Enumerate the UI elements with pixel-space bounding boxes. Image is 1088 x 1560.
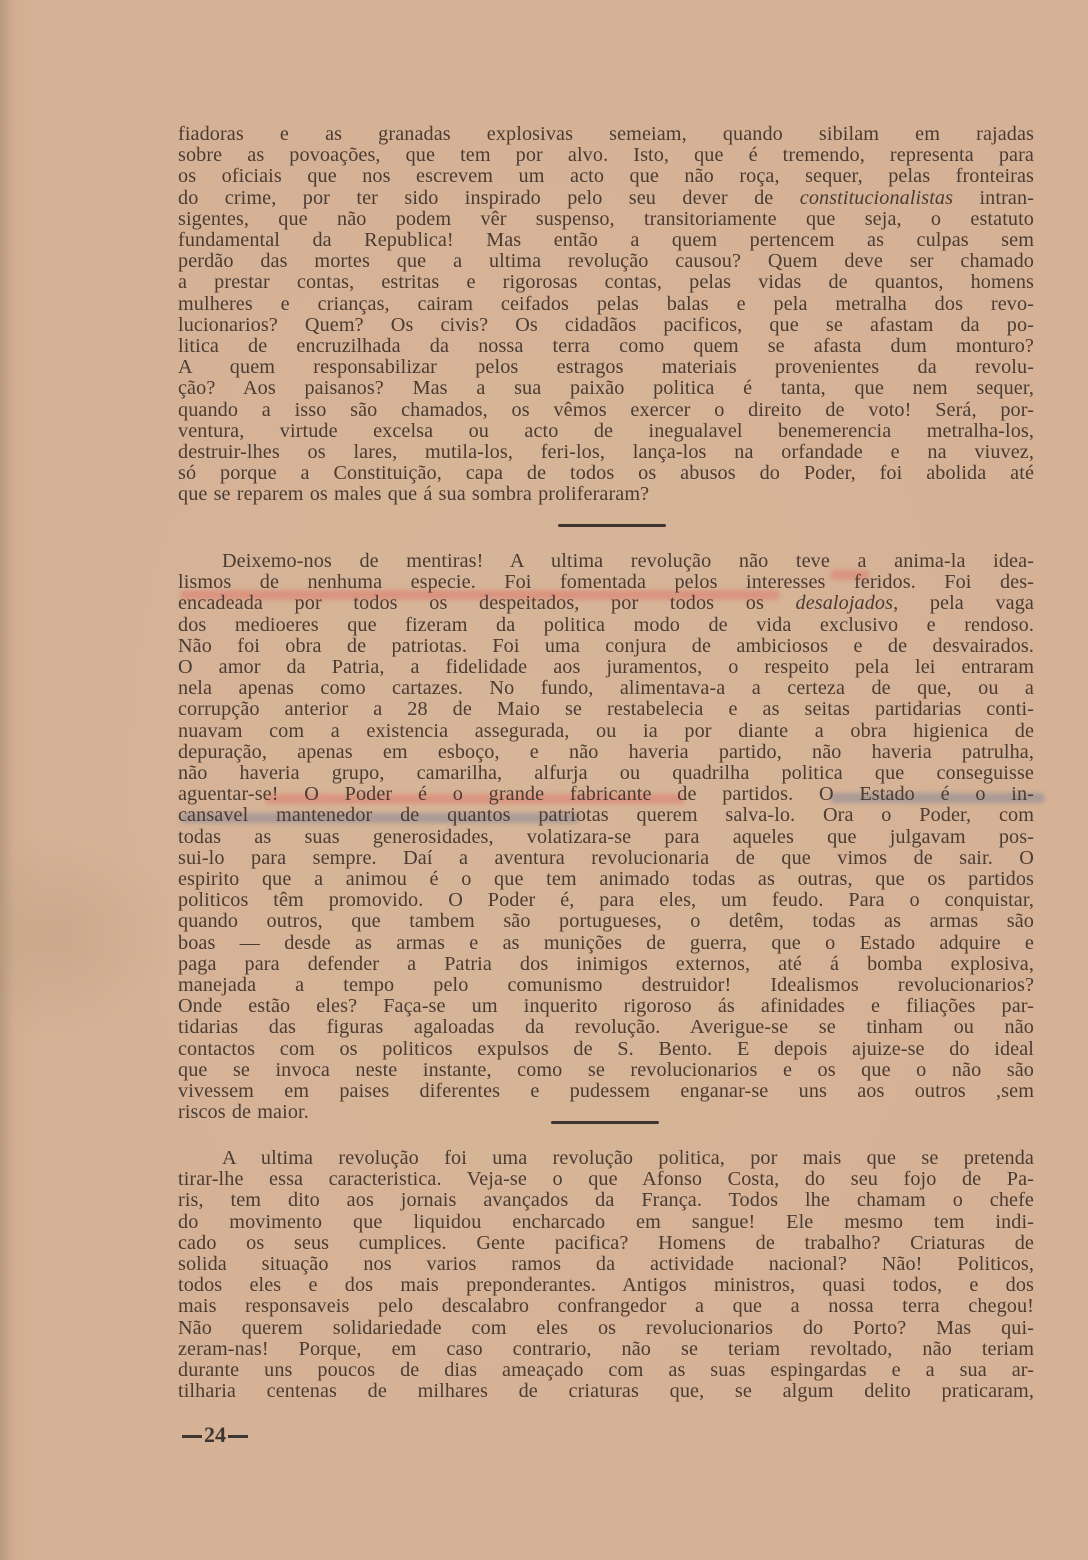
text-line: solida situação nos varios ramos da actividade nacional? Não! Politicos, <box>178 1253 1034 1276</box>
text-line: Onde estão eles? Faça-se um inquerito rigoroso ás afinidades e filiações par- <box>178 995 1034 1018</box>
text-line: A ultima revolução foi uma revolução politica, por mais que se pretenda <box>222 1147 1034 1169</box>
text-line: quando a isso são chamados, os vêmos exercer o direito de voto! Será, por- <box>178 398 1034 421</box>
text-line: riscos de maior. <box>178 1101 309 1124</box>
paragraph-continuation <box>178 124 1034 506</box>
text-line: todos eles e dos mais preponderantes. Antigos ministros, quasi todos, e dos <box>178 1274 1034 1297</box>
text-line: nuavam com a existencia assegurada, ou ia por diante a obra higienica de <box>178 719 1034 742</box>
text-line: ris, tem dito aos jornais avançados da França. Todos lhe chamam o chefe <box>178 1189 1034 1212</box>
text-line: manejada a tempo pelo comunismo destruidor! Idealismos revolucionarios? <box>178 974 1034 997</box>
text-line: do crime, por ter sido inspirado pelo seu dever de constitucionalistas intran- <box>178 186 1034 209</box>
text-line: dos medioeres que fizeram da politica modo de vida exclusivo e rendoso. <box>178 613 1034 636</box>
text-line: destruir-lhes os lares, mutila-los, feri-los, lança-los na orfandade e na viuvez, <box>178 441 1034 464</box>
text-line: que se invoca neste instante, como se revolucionarios e os que o não são <box>178 1058 1034 1081</box>
text-line: ção? Aos paisanos? Mas a sua paixão politica é tanta, que nem sequer, <box>178 377 1034 400</box>
text-line: que se reparem os males que á sua sombra proliferaram? <box>178 483 650 506</box>
italic-emphasis: constitucionalistas <box>799 186 954 209</box>
text-line: tidarias das figuras agaloadas da revolução. Averigue-se se tinham ou não <box>178 1016 1034 1039</box>
text-line: aguentar-se! O Poder é o grande fabricante de partidos. O Estado é o in- <box>178 783 1034 806</box>
section-divider <box>551 1121 659 1124</box>
text-line: boas — desde as armas e as munições de guerra, que o Estado adquire e <box>178 931 1034 954</box>
text-line: Deixemo-nos de mentiras! A ultima revolução não teve a anima-la idea- <box>222 550 1034 572</box>
text-line: fiadoras e as granadas explosivas semeiam, quando sibilam em rajadas <box>178 123 1034 145</box>
text-line: vivessem em paises diferentes e pudessem enganar-se uns aos outros ,sem <box>178 1080 1034 1103</box>
text-line: tilharia centenas de milhares de criaturas que, se algum delito praticaram, <box>178 1380 1034 1403</box>
text-line: quando outros, que tambem são portugueses, o detêm, todas as armas são <box>178 910 1034 933</box>
text-line: Não foi obra de patriotas. Foi uma conjura de ambiciosos e de desvairados. <box>178 634 1034 657</box>
folio-dash-left <box>182 1435 202 1438</box>
text-line: os oficiais que nos escrevem um acto que não roça, sequer, pelas fronteiras <box>178 165 1034 188</box>
page-number <box>180 1422 250 1448</box>
text-line: nela apenas como cartazes. No fundo, alimentava-a a certeza de que, ou a <box>178 677 1034 700</box>
text-line: sigentes, que não podem vêr suspenso, transitoriamente que seja, o estatuto <box>178 207 1034 230</box>
text-line: a prestar contas, estritas e rigorosas contas, pelas vidas de quantos, homens <box>178 271 1034 294</box>
text-line: contactos com os politicos expulsos de S. Bento. E depois ajuize-se do ideal <box>178 1037 1034 1060</box>
text-line: ventura, virtude excelsa ou acto de inegualavel benemerencia metralha-los, <box>178 419 1034 442</box>
text-line: encadeada por todos os despeitados, por todos os desalojados, pela vaga <box>178 592 1034 615</box>
text-line: paga para defender a Patria dos inimigos externos, até á bomba explosiva, <box>178 952 1034 975</box>
folio-dash-right <box>228 1435 248 1438</box>
text-line: só porque a Constituição, capa de todos os abusos do Poder, foi abolida até <box>178 462 1034 485</box>
text-line: perdão das mortes que a ultima revolução causou? Quem deve ser chamado <box>178 250 1034 273</box>
text-line: lucionarios? Quem? Os civis? Os cidadãos pacificos, que se afastam da po- <box>178 313 1034 336</box>
text-line: durante uns poucos de dias ameaçado com as suas espingardas e a sua ar- <box>178 1359 1034 1382</box>
text-line: mais responsaveis pelo descalabro confrangedor a que a nossa terra chegou! <box>178 1295 1034 1318</box>
text-line: não haveria grupo, camarilha, alfurja ou quadrilha politica que conseguisse <box>178 762 1034 785</box>
text-line: A quem responsabilizar pelos estragos materiais provenientes da revolu- <box>178 356 1034 379</box>
paragraph-section-3 <box>178 1148 1034 1402</box>
text-line: cado os seus cumplices. Gente pacifica? Homens de trabalho? Criaturas de <box>178 1231 1034 1254</box>
page-number-text: 24 <box>204 1422 226 1447</box>
text-line: Não querem solidariedade com eles os revolucionarios do Porto? Mas qui- <box>178 1316 1034 1339</box>
text-line: lismos de nenhuma especie. Foi fomentada pelos interesses feridos. Foi des- <box>178 571 1034 594</box>
text-line: litica de encruzilhada da nossa terra como quem se afasta dum monturo? <box>178 335 1034 358</box>
text-line: O amor da Patria, a fidelidade aos juramentos, o respeito pela lei entraram <box>178 656 1034 679</box>
text-line: politicos têm promovido. O Poder é, para eles, um feudo. Para o conquistar, <box>178 889 1034 912</box>
text-line: do movimento que liquidou encharcado em sangue! Ele mesmo tem indi- <box>178 1210 1034 1233</box>
text-line: sobre as povoações, que tem por alvo. Isto, que é tremendo, representa para <box>178 144 1034 167</box>
paragraph-1 <box>178 124 1034 506</box>
paragraph-3 <box>178 1148 1034 1402</box>
text-line: depuração, apenas em esboço, e não haveria partido, não haveria patrulha, <box>178 740 1034 763</box>
text-line: tirar-lhe essa caracteristica. Veja-se o que Afonso Costa, do seu fojo de Pa- <box>178 1168 1034 1191</box>
italic-emphasis: desalojados <box>795 592 894 615</box>
text-line: todas as suas generosidades, volatizara-se para aqueles que julgavam pos- <box>178 825 1034 848</box>
text-line: corrupção anterior a 28 de Maio se restabelecia e as seitas partidarias conti- <box>178 698 1034 721</box>
section-divider <box>558 524 666 527</box>
text-line: mulheres e crianças, cairam ceifados pelas balas e pela metralha dos revo- <box>178 292 1034 315</box>
text-line: espirito que a animou é o que tem animado todas as outras, que os partidos <box>178 868 1034 891</box>
paragraph-2 <box>178 551 1034 1123</box>
text-line: sui-lo para sempre. Daí a aventura revolucionaria de que vimos de sair. O <box>178 846 1034 869</box>
text-line: fundamental da Republica! Mas então a quem pertencem as culpas sem <box>178 229 1034 252</box>
text-line: cansavel mantenedor de quantos patriotas querem salva-lo. Ora o Poder, com <box>178 804 1034 827</box>
text-line: zeram-nas! Porque, em caso contrario, não se teriam revoltado, não teriam <box>178 1337 1034 1360</box>
paragraph-section-2 <box>178 551 1034 1123</box>
